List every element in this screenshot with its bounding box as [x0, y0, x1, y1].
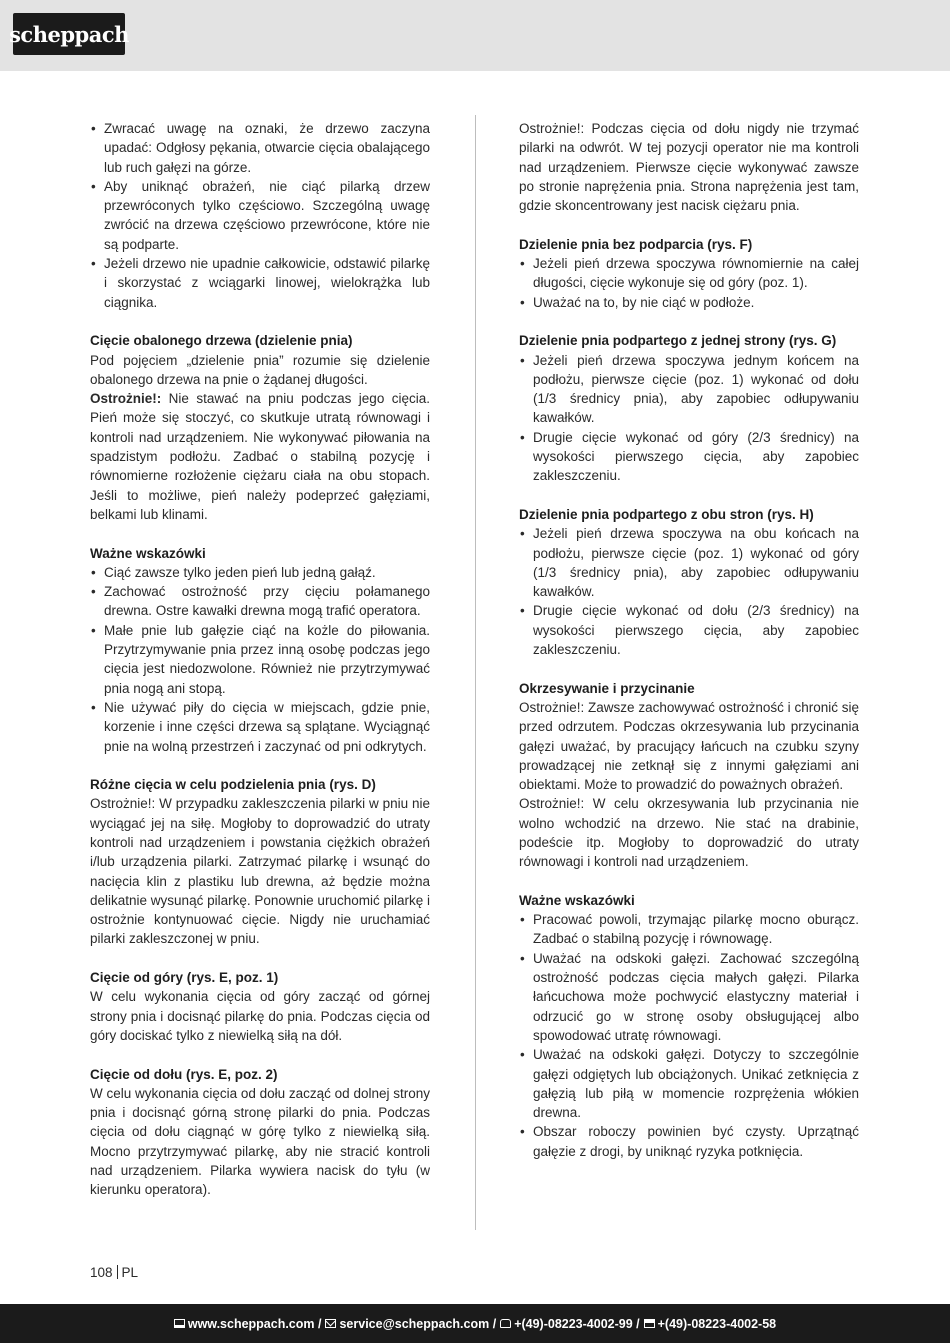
paragraph: W celu wykonania cięcia od góry zacząć od górnej strony pnia i docisnąć pilarkę do pnia. Podczas cięcia od góry dociskać tylko z niewielką siłą na dół. [90, 989, 430, 1043]
header-band [0, 0, 950, 71]
phone-icon [500, 1319, 511, 1328]
section-heading: Okrzesywanie i przycinanie [519, 680, 695, 696]
paragraph: Pod pojęciem „dzielenie pnia” rozumie się dzielenie obalonego drzewa na pnie o żądanej długości. [90, 352, 430, 387]
list-item: • Jeżeli pień drzewa spoczywa jednym końcem na podłożu, pierwsze cięcie (poz. 1) wykonać od dołu (1/3 średnicy pnia), aby zapobiec odłupywaniu kawałków. [519, 351, 859, 428]
section-heading: Różne cięcia w celu podzielenia pnia (rys. D) [90, 777, 376, 793]
section-spacer [90, 312, 430, 331]
page-separator [117, 1265, 118, 1279]
paragraph-text: Nie stawać na pniu podczas jego cięcia. Pień może się stoczyć, co skutkuje utratą równowagi i kontroli nad urządzeniem. Nie wykonywać piłowania na spadzistym podłożu. Zadbać o stabilną pozycję i równomierne rozłożenie ciężaru ciała na obu stopach. Jeśli to możliwe, pień należy podeprzeć gałęziami, belkami lub klinami. [90, 391, 430, 522]
fax-icon [644, 1319, 655, 1328]
list-item: • Jeżeli drzewo nie upadnie całkowicie, odstawić pilarkę i skorzystać z wciągarki linowej, wielokrążka lub ciągnika. [90, 254, 430, 312]
section-spacer [519, 659, 859, 678]
section-spacer [90, 949, 430, 968]
list-item: • Małe pnie lub gałęzie ciąć na kożle do piłowania. Przytrzymywanie pnia przez inną osobę podczas jego cięcia jest niedozwolone. Również nie przytrzymywać pnia nogą ani stopą. [90, 621, 430, 698]
list-item: • Drugie cięcie wykonać od dołu (2/3 średnicy) na wysokości pierwszego cięcia, aby zapobiec zakleszczeniu. [519, 601, 859, 659]
page-number: 108 [90, 1265, 113, 1280]
column-divider [475, 115, 476, 1230]
section-spacer [90, 756, 430, 775]
paragraph: Ostrożnie!: W celu okrzesywania lub przycinania nie wolno wchodzić na drzewo. Nie stać na drabinie, podeście itp. Mogłoby to doprowadzić do utraty równowagi i kontroli nad urządzeniem. [519, 796, 859, 870]
section-heading: Ważne wskazówki [519, 892, 635, 908]
paragraph: Ostrożnie!: Zawsze zachowywać ostrożność i chronić się przed odrzutem. Podczas okrzesywania lub przycinania gałęzi uważać, by pracujący łańcuch na czubku szyny prowadzącej nie zetknął się z innymi gałęziami ani obiektami. Może to prowadzić do poważnych obrażeń. [519, 699, 859, 793]
bullet-list [90, 563, 430, 756]
bullet-list [519, 351, 859, 486]
list-item: • Jeżeli pień drzewa spoczywa na obu końcach na podłożu, pierwsze cięcie (poz. 1) wykonać od góry (1/3 średnicy pnia), aby zapobiec odłupywaniu kawałków. [519, 524, 859, 601]
section-spacer [90, 524, 430, 543]
footer-fax: +(49)-08223-4002-58 [657, 1316, 777, 1331]
bullet-list [519, 524, 859, 659]
list-item: • Nie używać piły do cięcia w miejscach, gdzie pnie, korzenie i inne części drzewa są splątane. Wyciągnąć pnie na wolną przestrzeń i zaczynać od pni odkrytych. [90, 698, 430, 756]
list-item: • Uważać na odskoki gałęzi. Zachować szczególną ostrożność podczas cięcia małych gałęzi. Pilarka łańcuchowa może pochwycić elastyczny materiał i odrzucić go w stronę osoby obsługującej albo spowodować utratę równowagi. [519, 949, 859, 1045]
section-heading: Ważne wskazówki [90, 545, 206, 561]
bullet-list [519, 254, 859, 312]
footer-contact-bar [0, 1304, 950, 1343]
email-icon [325, 1319, 336, 1328]
bullet-list [519, 910, 859, 1161]
language-code: PL [121, 1265, 139, 1280]
list-item: • Zwracać uwagę na oznaki, że drzewo zaczyna upadać: Odgłosy pękania, otwarcie cięcia obalającego lub ruch gałęzi na górze. [90, 119, 430, 177]
computer-icon [174, 1319, 185, 1328]
section-heading: Dzielenie pnia podpartego z obu stron (rys. H) [519, 506, 814, 522]
section-spacer [519, 312, 859, 331]
section-heading: Cięcie obalonego drzewa (dzielenie pnia) [90, 333, 353, 349]
warning-label: Ostrożnie!: [90, 391, 162, 407]
list-item: • Drugie cięcie wykonać od góry (2/3 średnicy) na wysokości pierwszego cięcia, aby zapobiec zakleszczeniu. [519, 428, 859, 486]
footer-email[interactable]: service@scheppach.com / [339, 1316, 497, 1331]
list-item: • Ciąć zawsze tylko jeden pień lub jedną gałąź. [90, 563, 430, 582]
list-item: • Jeżeli pień drzewa spoczywa równomiernie na całej długości, cięcie wykonuje się od góry (poz. 1). [519, 254, 859, 293]
section-spacer [519, 872, 859, 891]
scheppach-logo: scheppach [13, 13, 125, 55]
section-heading: Dzielenie pnia podpartego z jednej strony (rys. G) [519, 333, 837, 349]
section-spacer [519, 215, 859, 234]
paragraph: W celu wykonania cięcia od dołu zacząć od dolnej strony pnia i docisnąć górną stronę pilarki do pnia. Podczas cięcia od dołu ciągnąć w górę tylko z niewielką siłą. Mocno przytrzymywać pilarkę, aby nie stracić kontroli nad urządzeniem. Pilarka wywiera nacisk do tyłu (w kierunku operatora). [90, 1085, 430, 1198]
list-item: • Pracować powoli, trzymając pilarkę mocno oburącz. Zadbać o stabilną pozycję i równowagę. [519, 910, 859, 949]
left-column [90, 119, 430, 1200]
paragraph: Ostrożnie!: W przypadku zakleszczenia pilarki w pniu nie wyciągać jej na siłę. Mogłoby to doprowadzić do utraty kontroli nad urządzeniem i powstania ciężkich obrażeń i/lub urządzenia pilarki. Zatrzymać pilarkę i wsunąć do nacięcia klin z plastiku lub drewna, aż będzie można delikatnie wysunąć pilarkę. Ponownie uruchomić pilarkę i ostrożnie kontynuować cięcie. Nigdy nie uruchamiać pilarki zakleszczonej w pniu. [90, 796, 430, 947]
list-item: • Aby uniknąć obrażeń, nie ciąć pilarką drzew przewróconych tylko częściowo. Szczególną uwagę zwrócić na drzewa częściowo przewrócone, które nie są podparte. [90, 177, 430, 254]
section-heading: Cięcie od dołu (rys. E, poz. 2) [90, 1066, 278, 1082]
page-footer-label [90, 1265, 138, 1280]
paragraph: Ostrożnie!: Podczas cięcia od dołu nigdy nie trzymać pilarki na odwrót. W tej pozycji operator nie ma kontroli nad urządzeniem. Pierwsze cięcie wykonywać zawsze po stronie naprężenia pnia. Strona naprężenia jest tam, gdzie skoncentrowany jest nacisk ciężaru pnia. [519, 121, 859, 214]
list-item: • Obszar roboczy powinien być czysty. Uprzątnąć gałęzie z drogi, by uniknąć ryzyka potknięcia. [519, 1122, 859, 1161]
section-spacer [90, 1045, 430, 1064]
paragraph [90, 389, 430, 524]
section-heading: Cięcie od góry (rys. E, poz. 1) [90, 970, 279, 986]
list-item: • Uważać na odskoki gałęzi. Dotyczy to szczególnie gałęzi odgiętych lub obciążonych. Unikać zetknięcia z gałęzią lub piłą w momencie rozprężenia włókien drewna. [519, 1045, 859, 1122]
right-column [519, 119, 859, 1161]
list-item: • Zachować ostrożność przy cięciu połamanego drewna. Ostre kawałki drewna mogą trafić operatora. [90, 582, 430, 621]
list-item: • Uważać na to, by nie ciąć w podłoże. [519, 293, 859, 312]
footer-website[interactable]: www.scheppach.com / [187, 1316, 322, 1331]
section-spacer [519, 486, 859, 505]
bullet-list [90, 119, 430, 312]
footer-phone: +(49)-08223-4002-99 / [514, 1316, 640, 1331]
section-heading: Dzielenie pnia bez podparcia (rys. F) [519, 236, 753, 252]
